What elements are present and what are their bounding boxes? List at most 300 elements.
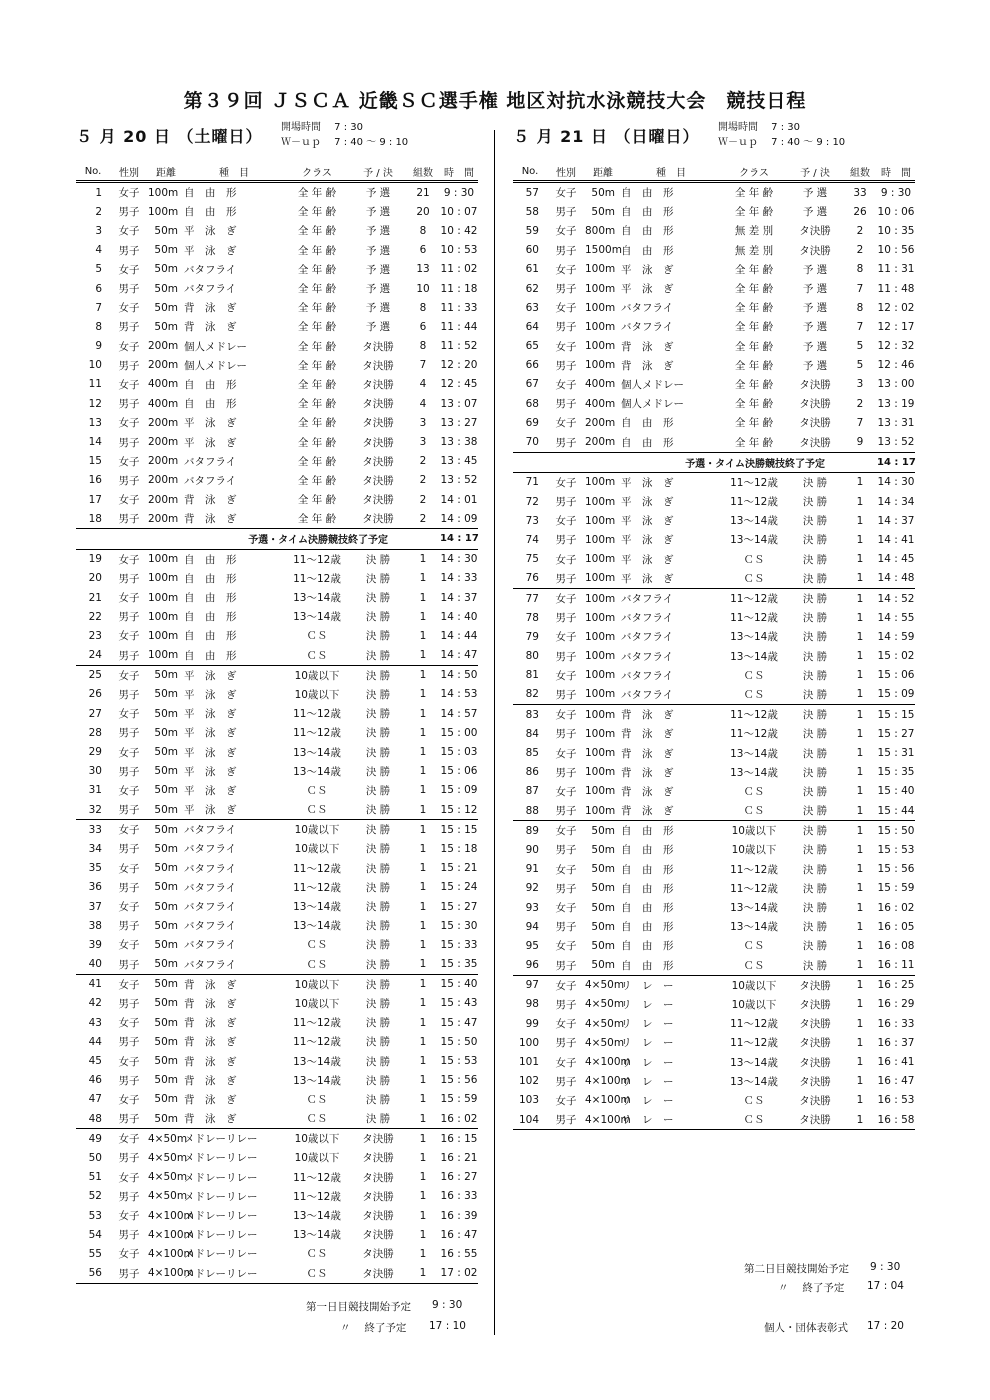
- table-row: [513, 956, 915, 976]
- event-no: 83: [513, 705, 547, 725]
- round: タ決勝: [362, 474, 394, 487]
- round: タ決勝: [362, 417, 394, 430]
- heats: 1: [856, 688, 864, 701]
- class: 全 年 齢: [734, 398, 774, 411]
- start-time: 15 : 12: [440, 803, 478, 816]
- heats: 4: [419, 378, 427, 391]
- class: ＣＳ: [743, 669, 765, 682]
- table-row: [76, 1264, 478, 1284]
- class: ＣＳ: [743, 785, 765, 798]
- stroke: 自 由 形: [184, 187, 237, 200]
- table-row: [513, 879, 915, 898]
- class: 13～14歳: [730, 1075, 778, 1088]
- stroke: バタフライ: [184, 958, 237, 971]
- class: 11～12歳: [293, 727, 341, 740]
- gender: 女子: [555, 553, 577, 566]
- table-row: [513, 1072, 915, 1091]
- start-time: 10 : 35: [877, 224, 915, 237]
- round: 決 勝: [802, 572, 828, 585]
- event-no: 43: [88, 1016, 102, 1029]
- distance: 4×50m: [585, 1036, 625, 1049]
- stroke: 背 泳 ぎ: [621, 728, 674, 741]
- table-row: [76, 375, 478, 394]
- round: 決 勝: [802, 844, 828, 857]
- event-no: 70: [525, 436, 539, 449]
- class: 13～14歳: [730, 747, 778, 760]
- distance: 100m: [585, 514, 616, 527]
- gender: 女子: [555, 631, 577, 644]
- gender: 男子: [118, 1113, 140, 1126]
- gender: 女子: [110, 974, 148, 994]
- heats: 21: [416, 186, 430, 199]
- event-no: 82: [525, 688, 539, 701]
- day2-rows: [513, 182, 915, 1130]
- stroke: 自 由 形: [184, 630, 237, 643]
- stroke: メドレーリレー: [184, 1210, 258, 1223]
- column-header: 性別: [547, 162, 585, 182]
- distance: 100m: [585, 630, 616, 643]
- class: 全 年 齢: [734, 302, 774, 315]
- start-time: 14 : 40: [440, 610, 478, 623]
- gender: 女子: [555, 476, 577, 489]
- table-row: [513, 782, 915, 801]
- stroke: 自 由 形: [621, 187, 674, 200]
- event-no: 49: [76, 1129, 110, 1149]
- class: ＣＳ: [284, 1264, 350, 1284]
- table-row: [76, 1032, 478, 1051]
- table-row: [513, 1052, 915, 1071]
- class: 11～12歳: [721, 588, 787, 608]
- class: ＣＳ: [743, 553, 765, 566]
- event-no: 7: [95, 301, 102, 314]
- start-time: 14 : 34: [877, 495, 915, 508]
- event-no: 69: [525, 416, 539, 429]
- event-no: 101: [518, 1056, 539, 1069]
- class: 全 年 齢: [297, 378, 337, 391]
- event-no: 100: [518, 1036, 539, 1049]
- stroke: 平 泳 ぎ: [621, 263, 674, 276]
- heats: 1: [856, 727, 864, 740]
- table-row: [76, 356, 478, 375]
- class: 11～12歳: [721, 705, 787, 725]
- heats: 1: [419, 862, 427, 875]
- event-no: 15: [88, 455, 102, 468]
- stroke: 背 泳 ぎ: [621, 705, 721, 725]
- heats: 1: [419, 997, 427, 1010]
- heats: 1: [856, 939, 864, 952]
- start-time: 16 : 21: [440, 1151, 478, 1164]
- event-no: 16: [88, 474, 102, 487]
- start-time: 15 : 56: [877, 863, 915, 876]
- column-header: クラス: [721, 162, 787, 182]
- round: 決 勝: [365, 1113, 391, 1126]
- end-of-heats-note: [513, 452, 915, 472]
- class: 11～12歳: [730, 882, 778, 895]
- class: 全 年 齢: [297, 359, 337, 372]
- stroke: 自 由 形: [621, 206, 674, 219]
- heats: 1: [419, 688, 427, 701]
- table-row: [76, 800, 478, 820]
- class: 全 年 齢: [297, 263, 337, 276]
- table-row: [76, 878, 478, 897]
- round: 決 勝: [365, 1017, 391, 1030]
- event-no: 65: [525, 340, 539, 353]
- round: タ決勝: [362, 1152, 394, 1165]
- column-header: 時 間: [877, 162, 915, 182]
- stroke: 背 泳 ぎ: [621, 340, 674, 353]
- heats: 1: [856, 476, 864, 489]
- round: タ決勝: [362, 494, 394, 507]
- distance: 50m: [154, 900, 178, 913]
- distance: 4×50m: [585, 975, 621, 995]
- table-row: [513, 260, 915, 279]
- day2-schedule-table: [513, 162, 915, 1130]
- distance: 4×50m: [148, 1151, 188, 1164]
- class: 10歳以下: [721, 975, 787, 995]
- distance: 50m: [585, 821, 621, 841]
- round: 決 勝: [802, 940, 828, 953]
- table-row: [513, 413, 915, 432]
- event-no: 55: [88, 1247, 102, 1260]
- heats: 1: [419, 1151, 427, 1164]
- stroke: メドレーリレー: [184, 1152, 258, 1165]
- heats: 7: [856, 416, 864, 429]
- stroke: リ レ ー: [621, 975, 721, 995]
- gender: 男子: [547, 1110, 585, 1130]
- round: タ決勝: [799, 436, 831, 449]
- start-time: 16 : 02: [877, 901, 915, 914]
- class: ＣＳ: [306, 1248, 328, 1261]
- class: 13～14歳: [293, 901, 341, 914]
- table-row: [513, 182, 915, 203]
- stroke: 背 泳 ぎ: [184, 513, 237, 526]
- distance: 4×50m: [148, 1129, 184, 1149]
- table-row: [76, 202, 478, 221]
- table-row: [76, 974, 478, 994]
- round: タ決勝: [799, 1037, 831, 1050]
- event-no: 50: [88, 1151, 102, 1164]
- heats: 9: [856, 436, 864, 449]
- gender: 男子: [118, 688, 140, 701]
- day2-date: ５ 月 21 日 （日曜日）: [513, 127, 700, 146]
- class: 全 年 齢: [297, 455, 337, 468]
- gender: 男子: [118, 436, 140, 449]
- class: 13～14歳: [293, 1074, 341, 1087]
- gender: 男子: [555, 572, 577, 585]
- round: 決 勝: [365, 920, 391, 933]
- start-time: 14 : 59: [877, 630, 915, 643]
- round: タ決勝: [362, 398, 394, 411]
- column-header: No.: [513, 162, 547, 182]
- stroke: 自 由 形: [621, 940, 674, 953]
- stroke: 個人メドレー: [184, 340, 247, 353]
- event-no: 8: [95, 320, 102, 333]
- stroke: バタフライ: [621, 650, 674, 663]
- class: ＣＳ: [306, 649, 328, 662]
- gender: 男子: [118, 611, 140, 624]
- column-header: 種 目: [184, 162, 284, 182]
- start-time: 16 : 27: [440, 1171, 478, 1184]
- event-no: 94: [525, 920, 539, 933]
- class: 13～14歳: [730, 631, 778, 644]
- start-time: 16 : 33: [877, 1017, 915, 1030]
- distance: 100m: [585, 282, 616, 295]
- start-time: 15 : 59: [440, 1093, 478, 1106]
- gender: 女子: [555, 187, 577, 200]
- start-time: 15 : 15: [440, 820, 478, 840]
- event-no: 81: [525, 669, 539, 682]
- stroke: メドレーリレー: [184, 1129, 284, 1149]
- class: 11～12歳: [293, 881, 341, 894]
- table-row: [513, 1091, 915, 1110]
- distance: 50m: [591, 959, 615, 972]
- stroke: 自 由 形: [621, 959, 674, 972]
- table-row: [76, 1244, 478, 1263]
- table-row: [76, 1013, 478, 1032]
- start-time: 9 : 30: [443, 186, 475, 199]
- distance: 4×100m: [148, 1247, 194, 1260]
- round: 決 勝: [802, 631, 828, 644]
- event-no: 75: [525, 553, 539, 566]
- class: 全 年 齢: [297, 398, 337, 411]
- gender: 男子: [118, 881, 140, 894]
- note-time: 14 : 17: [877, 452, 915, 472]
- round: 決 勝: [365, 1074, 391, 1087]
- class: 全 年 齢: [734, 436, 774, 449]
- distance: 50m: [154, 263, 178, 276]
- note-label: 予選・タイム決勝競技終了予定: [513, 452, 877, 472]
- event-no: 19: [88, 553, 102, 566]
- distance: 50m: [154, 301, 178, 314]
- distance: 200m: [148, 512, 179, 525]
- heats: 2: [419, 455, 427, 468]
- gender: 男子: [118, 244, 140, 257]
- day2-award-time: 17 : 20: [867, 1320, 904, 1332]
- class: 10歳以下: [294, 1152, 340, 1165]
- stroke: 自 由 形: [184, 649, 237, 662]
- gender: 男子: [555, 998, 577, 1011]
- day2-header: [513, 118, 913, 162]
- heats: 1: [856, 882, 864, 895]
- gender: 男子: [118, 1152, 140, 1165]
- heats: 7: [856, 282, 864, 295]
- distance: 200m: [148, 340, 179, 353]
- event-no: 20: [88, 572, 102, 585]
- heats: 1: [419, 553, 427, 566]
- class: 全 年 齢: [297, 474, 337, 487]
- start-time: 12 : 45: [440, 378, 478, 391]
- event-no: 48: [88, 1112, 102, 1125]
- round: 決 勝: [365, 804, 391, 817]
- round: 予 選: [365, 283, 391, 296]
- heats: 1: [419, 649, 427, 662]
- event-no: 24: [88, 649, 102, 662]
- day1-rows: [76, 182, 478, 1284]
- event-no: 62: [525, 282, 539, 295]
- start-time: 14 : 37: [877, 514, 915, 527]
- round: 決 勝: [802, 785, 828, 798]
- column-header: 性別: [110, 162, 148, 182]
- gender: 女子: [118, 187, 140, 200]
- round: 決 勝: [365, 553, 391, 566]
- round: 決 勝: [365, 997, 391, 1010]
- class: 13～14歳: [730, 921, 778, 934]
- table-row: [513, 472, 915, 492]
- gender: 男子: [118, 321, 140, 334]
- distance: 50m: [154, 1112, 178, 1125]
- distance: 200m: [148, 493, 179, 506]
- gender: 男子: [555, 534, 577, 547]
- day1-end-label: 〃 終了予定: [340, 1322, 407, 1334]
- table-row: [513, 1033, 915, 1052]
- table-row: [76, 549, 478, 569]
- event-no: 63: [525, 301, 539, 314]
- start-time: 12 : 17: [877, 320, 915, 333]
- class: ＣＳ: [743, 959, 765, 972]
- distance: 100m: [585, 804, 616, 817]
- event-no: 86: [525, 766, 539, 779]
- heats: 33: [853, 186, 867, 199]
- heats: 1: [856, 611, 864, 624]
- stroke: 平 泳 ぎ: [184, 784, 237, 797]
- class: 13～14歳: [730, 534, 778, 547]
- table-row: [76, 685, 478, 704]
- stroke: バタフライ: [621, 612, 674, 625]
- round: 決 勝: [802, 863, 828, 876]
- event-no: 90: [525, 843, 539, 856]
- table-row: [513, 202, 915, 221]
- class: 13～14歳: [293, 592, 341, 605]
- distance: 100m: [585, 611, 616, 624]
- round: 決 勝: [365, 765, 391, 778]
- stroke: メドレーリレー: [184, 1190, 258, 1203]
- round: 決 勝: [802, 496, 828, 509]
- heats: 7: [856, 320, 864, 333]
- heats: 1: [856, 533, 864, 546]
- stroke: 背 泳 ぎ: [621, 747, 674, 760]
- start-time: 13 : 27: [440, 416, 478, 429]
- start-time: 14 : 30: [877, 476, 915, 489]
- event-no: 45: [88, 1055, 102, 1068]
- round: タ決勝: [799, 1056, 831, 1069]
- distance: 200m: [148, 416, 179, 429]
- round: 決 勝: [802, 669, 828, 682]
- start-time: 14 : 33: [440, 572, 478, 585]
- class: ＣＳ: [743, 1094, 765, 1107]
- round: 予 選: [802, 302, 828, 315]
- stroke: メドレーリレー: [184, 1248, 258, 1261]
- start-time: 13 : 38: [440, 436, 478, 449]
- heats: 1: [419, 746, 427, 759]
- gender: 女子: [110, 820, 148, 840]
- table-row: [513, 530, 915, 549]
- distance: 50m: [154, 958, 178, 971]
- distance: 50m: [154, 1093, 178, 1106]
- distance: 50m: [154, 862, 178, 875]
- class: 全 年 齢: [297, 302, 337, 315]
- gender: 男子: [555, 398, 577, 411]
- gender: 男子: [118, 765, 140, 778]
- round: 予 選: [802, 187, 828, 200]
- class: ＣＳ: [743, 688, 765, 701]
- class: ＣＳ: [743, 805, 765, 818]
- class: 10歳以下: [284, 1129, 350, 1149]
- table-row: [76, 221, 478, 240]
- class: 全 年 齢: [734, 340, 774, 353]
- class: 13～14歳: [293, 1210, 341, 1223]
- gender: 男子: [118, 727, 140, 740]
- event-no: 44: [88, 1035, 102, 1048]
- heats: 1: [419, 1171, 427, 1184]
- class: 11～12歳: [293, 1017, 341, 1030]
- event-no: 40: [88, 958, 102, 971]
- start-time: 12 : 32: [877, 340, 915, 353]
- heats: 1: [856, 1036, 864, 1049]
- heats: 1: [856, 959, 864, 972]
- day2-wup-time: Ｗ－ｕｐ 7 : 40 ～ 9 : 10: [718, 137, 846, 148]
- gender: 女子: [118, 1017, 140, 1030]
- table-row: [76, 241, 478, 260]
- day1-times: [281, 120, 408, 150]
- start-time: 9 : 30: [880, 186, 912, 199]
- table-row: [513, 936, 915, 955]
- event-no: 103: [518, 1094, 539, 1107]
- gender: 女子: [555, 1056, 577, 1069]
- table-row: [76, 1109, 478, 1129]
- gender: 女子: [555, 302, 577, 315]
- stroke: バタフライ: [621, 302, 674, 315]
- start-time: 10 : 06: [877, 205, 915, 218]
- start-time: 15 : 27: [440, 900, 478, 913]
- event-no: 26: [88, 688, 102, 701]
- gender: 男子: [118, 283, 140, 296]
- gender: 男子: [118, 359, 140, 372]
- distance: 50m: [591, 920, 615, 933]
- heats: 1: [419, 610, 427, 623]
- distance: 100m: [148, 205, 179, 218]
- start-time: 12 : 20: [440, 359, 478, 372]
- column-header: 予 / 決: [350, 162, 406, 182]
- start-time: 16 : 15: [440, 1129, 478, 1149]
- start-time: 15 : 09: [877, 688, 915, 701]
- start-time: 16 : 55: [440, 1247, 478, 1260]
- distance: 100m: [585, 705, 621, 725]
- stroke: 背 泳 ぎ: [621, 805, 674, 818]
- distance: 50m: [154, 919, 178, 932]
- event-no: 38: [88, 919, 102, 932]
- table-row: [513, 860, 915, 879]
- table-row: [76, 490, 478, 509]
- start-time: 14 : 47: [440, 649, 478, 662]
- gender: 男子: [555, 359, 577, 372]
- heats: 1: [406, 665, 440, 685]
- round: 予 選: [802, 340, 828, 353]
- gender: 女子: [555, 378, 577, 391]
- stroke: 平 泳 ぎ: [621, 496, 674, 509]
- stroke: バタフライ: [184, 862, 237, 875]
- distance: 50m: [154, 244, 178, 257]
- heats: 8: [419, 224, 427, 237]
- gender: 女子: [118, 708, 140, 721]
- day1-schedule-table: [76, 162, 478, 1284]
- heats: 1: [843, 1110, 877, 1130]
- start-time: 11 : 52: [440, 340, 478, 353]
- event-no: 87: [525, 785, 539, 798]
- class: 11～12歳: [730, 476, 778, 489]
- stroke: 個人メドレー: [621, 398, 684, 411]
- class: 10歳以下: [731, 998, 777, 1011]
- start-time: 14 : 53: [440, 688, 478, 701]
